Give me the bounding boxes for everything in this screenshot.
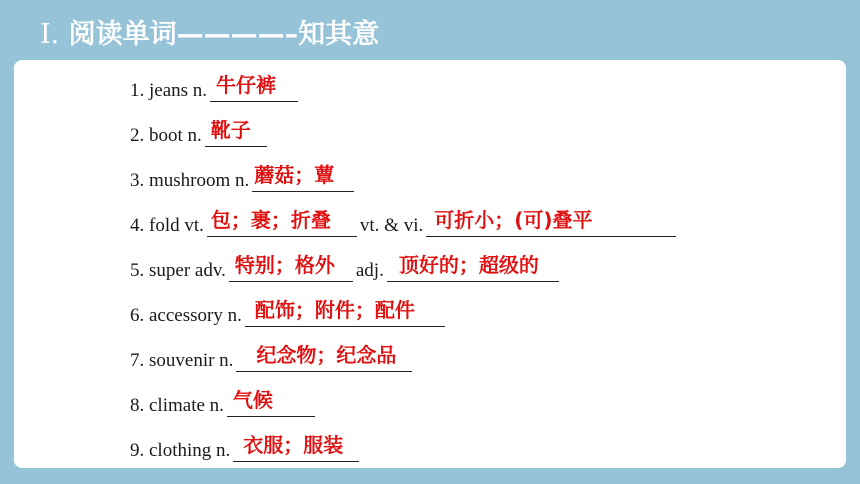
section-title <box>40 12 379 51</box>
word-label: 5. super adv. <box>130 260 226 281</box>
vocab-row-climate <box>130 381 318 417</box>
answer-blank-2[interactable] <box>387 253 559 282</box>
vocab-row-fold <box>130 201 679 237</box>
word-label-2: adj. <box>355 260 384 281</box>
word-label: 3. mushroom n. <box>130 170 250 191</box>
answer-text: 蘑菇；蕈 <box>254 163 335 187</box>
answer-text: 纪念物；纪念品 <box>256 343 397 367</box>
word-label: 2. boot n. <box>130 125 202 146</box>
answer-text: 牛仔裤 <box>216 73 277 97</box>
answer-blank[interactable] <box>207 208 357 237</box>
vocab-row-souvenir <box>130 336 415 372</box>
answer-blank[interactable] <box>227 388 315 417</box>
answer-blank[interactable] <box>229 253 353 282</box>
word-label: 1. jeans n. <box>130 80 208 101</box>
vocab-row-jeans <box>130 66 301 102</box>
word-label-2: vt. & vi. <box>359 215 424 236</box>
answer-blank[interactable] <box>245 298 445 327</box>
answer-blank[interactable] <box>210 73 298 102</box>
answer-text-2: 顶好的；超级的 <box>398 253 539 277</box>
content-panel <box>14 60 846 468</box>
answer-blank-2[interactable] <box>426 208 676 237</box>
vocab-row-super <box>130 246 562 282</box>
section-title-text: 阅读单词————–知其意 <box>68 19 380 50</box>
vocab-row-mushroom <box>130 156 357 192</box>
answer-blank[interactable] <box>205 118 267 147</box>
answer-blank[interactable] <box>252 163 354 192</box>
answer-blank[interactable] <box>233 433 359 462</box>
vocab-row-clothing <box>130 426 362 462</box>
word-label: 8. climate n. <box>130 395 224 416</box>
answer-text: 配饰；附件；配件 <box>254 298 415 322</box>
answer-text: 特别；格外 <box>234 253 335 277</box>
answer-text-2: 可折小；(可)叠平 <box>434 208 593 232</box>
word-label: 4. fold vt. <box>130 215 204 236</box>
answer-text: 气候 <box>232 388 273 412</box>
word-label: 6. accessory n. <box>130 305 242 326</box>
section-numeral: I. <box>40 19 60 50</box>
answer-text: 靴子 <box>210 118 251 142</box>
vocab-row-accessory <box>130 291 448 327</box>
word-label: 7. souvenir n. <box>130 350 234 371</box>
answer-text: 衣服；服装 <box>243 433 344 457</box>
answer-text: 包；裹；折叠 <box>210 208 331 232</box>
word-label: 9. clothing n. <box>130 440 231 461</box>
answer-blank[interactable] <box>236 343 412 372</box>
vocab-row-boot <box>130 111 270 147</box>
